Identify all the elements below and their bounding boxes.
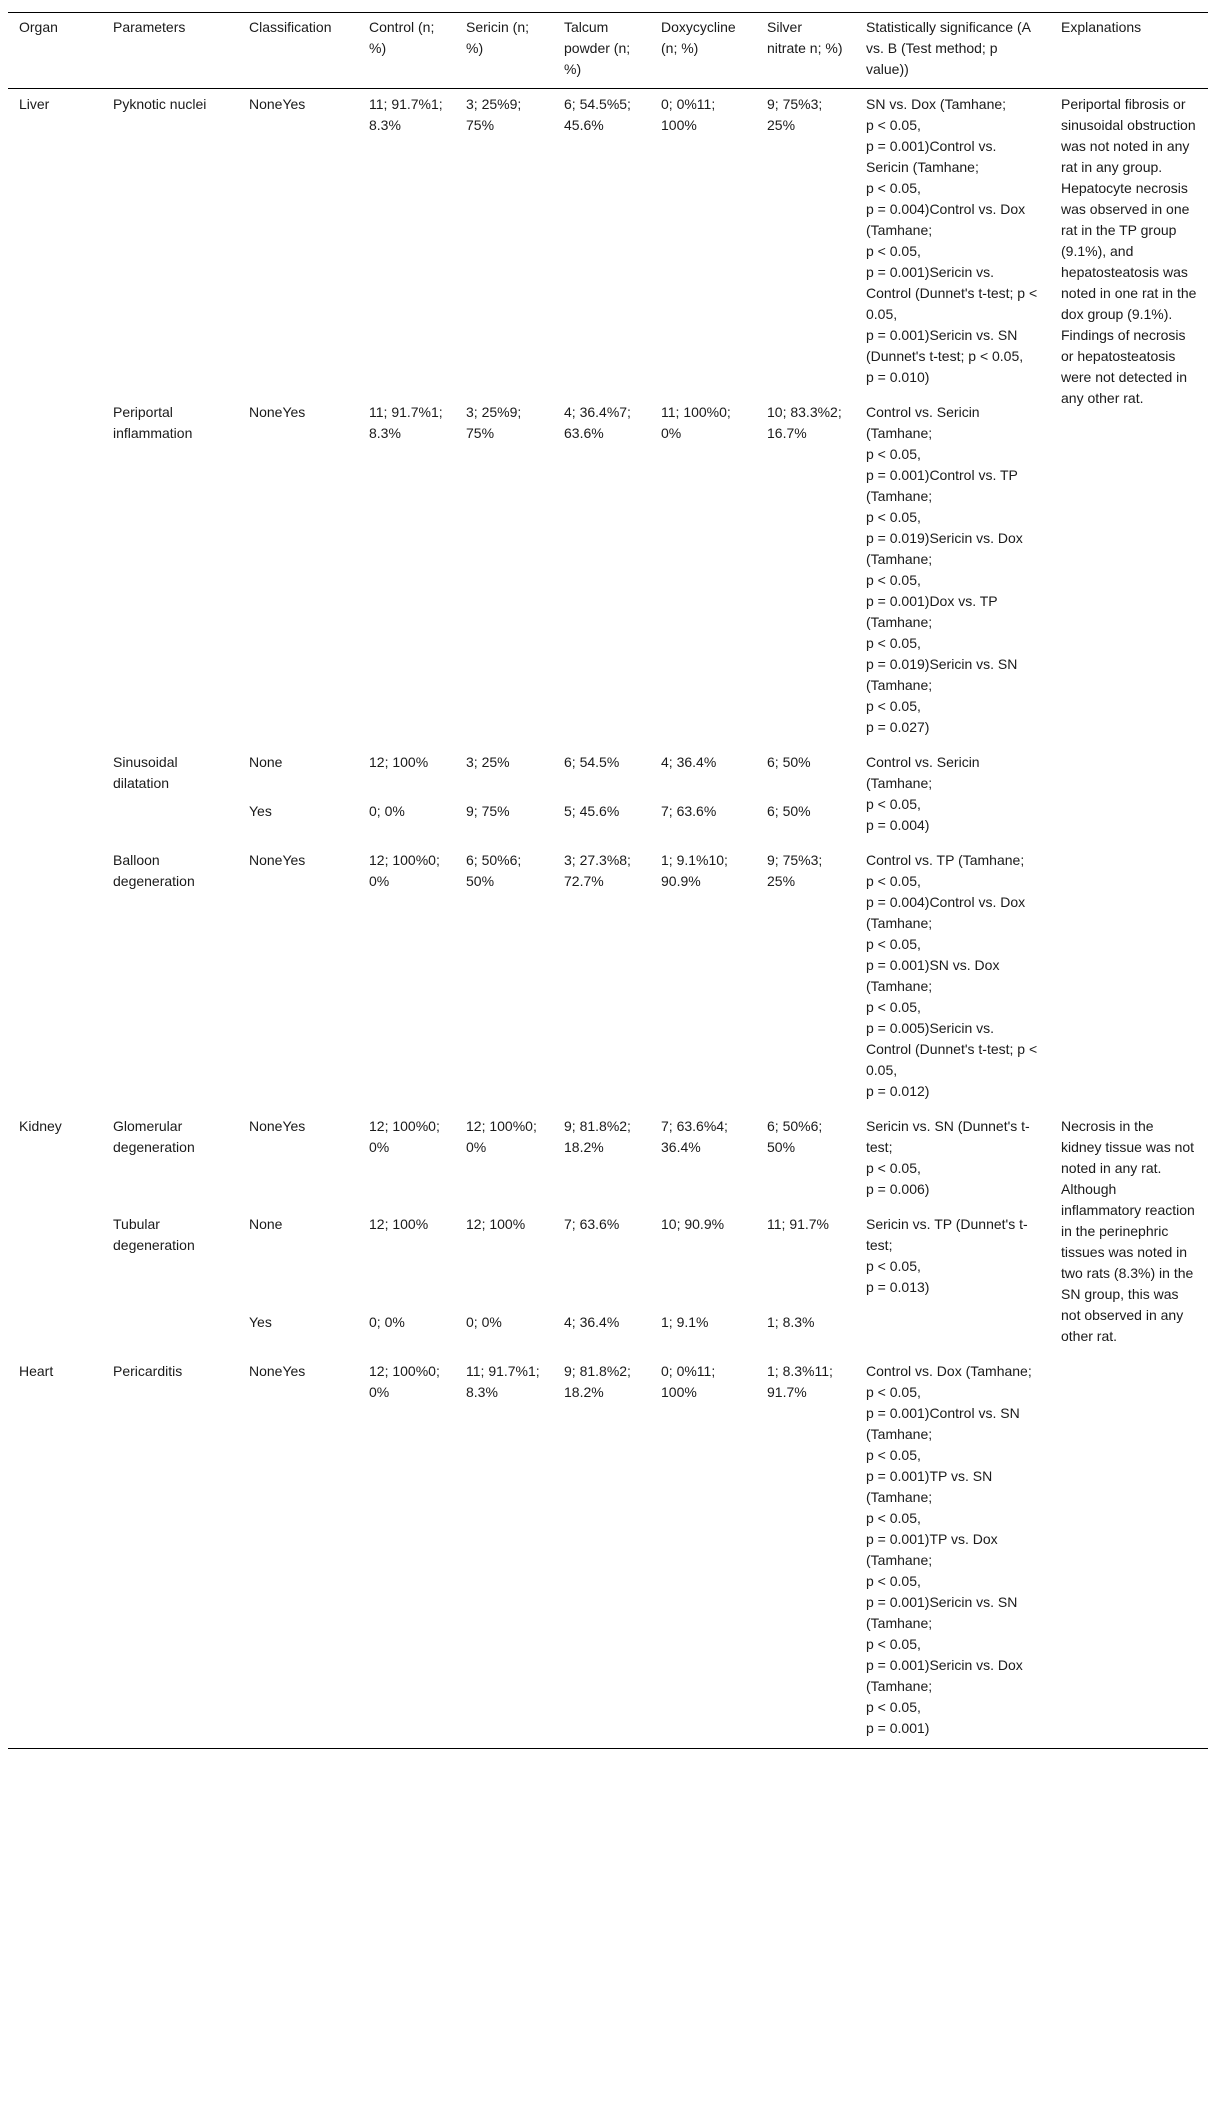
talcum-cell: 6; 54.5%5; 45.6% <box>564 96 631 133</box>
control-cell: 0; 0% <box>369 803 405 819</box>
table-header-row <box>8 13 1208 89</box>
table-row <box>8 89 1208 398</box>
doxycycline-cell: 0; 0%11; 100% <box>661 1363 716 1400</box>
doxycycline-cell: 7; 63.6%4; 36.4% <box>661 1118 728 1155</box>
organ-cell: Kidney <box>19 1118 62 1134</box>
sericin-cell: 0; 0% <box>466 1314 502 1330</box>
header-classification: Classification <box>249 19 332 35</box>
significance-cell: Control vs. Sericin (Tamhane; p < 0.05, p = 0.001)Control vs. TP (Tamhane; p < 0.05, p = 0.019)Sericin vs. Dox (Tamhane; p < 0.05, p = 0.001)Dox vs. TP (Tamhane; p < 0.05, p = 0.019)Sericin vs. SN (Tamhane; p < 0.05, p = 0.027) <box>866 404 1023 735</box>
doxycycline-cell: 10; 90.9% <box>661 1216 725 1232</box>
control-cell: 12; 100% <box>369 1216 429 1232</box>
control-cell: 12; 100%0; 0% <box>369 1118 440 1155</box>
table-row <box>8 397 1208 747</box>
control-cell: 11; 91.7%1; 8.3% <box>369 404 443 441</box>
parameter-cell: Sinusoidal dilatation <box>113 754 178 791</box>
talcum-cell: 9; 81.8%2; 18.2% <box>564 1363 631 1400</box>
header-sericin: Sericin (n; %) <box>466 19 530 56</box>
doxycycline-cell: 1; 9.1%10; 90.9% <box>661 852 728 889</box>
parameter-cell: Tubular degeneration <box>113 1216 195 1253</box>
control-cell: 12; 100%0; 0% <box>369 852 440 889</box>
classification-cell: NoneYes <box>249 1363 306 1379</box>
silver-nitrate-cell: 9; 75%3; 25% <box>767 96 823 133</box>
significance-cell: Sericin vs. TP (Dunnet's t-test; p < 0.05, p = 0.013) <box>866 1216 1028 1295</box>
sericin-cell: 3; 25%9; 75% <box>466 96 522 133</box>
explanation-cell <box>1050 1356 1208 1749</box>
header-parameters: Parameters <box>113 19 186 35</box>
silver-nitrate-cell: 1; 8.3% <box>767 1314 815 1330</box>
parameter-cell: Pyknotic nuclei <box>113 96 207 112</box>
classification-cell: NoneYes <box>249 1118 306 1134</box>
silver-nitrate-cell: 6; 50%6; 50% <box>767 1118 823 1155</box>
table-row <box>8 845 1208 1111</box>
doxycycline-cell: 0; 0%11; 100% <box>661 96 716 133</box>
significance-cell: Control vs. Sericin (Tamhane; p < 0.05, p = 0.004) <box>866 754 980 833</box>
silver-nitrate-cell: 6; 50% <box>767 803 811 819</box>
sericin-cell: 3; 25% <box>466 754 510 770</box>
significance-cell: Control vs. Dox (Tamhane; p < 0.05, p = 0.001)Control vs. SN (Tamhane; p < 0.05, p = 0.001)TP vs. SN (Tamhane; p < 0.05, p = 0.001)TP vs. Dox (Tamhane; p < 0.05, p = 0.001)Sericin vs. SN (Tamhane; p < 0.05, p = 0.001)Sericin vs. Dox (Tamhane; p < 0.05, p = 0.001) <box>866 1363 1032 1736</box>
silver-nitrate-cell: 9; 75%3; 25% <box>767 852 823 889</box>
classification-cell: NoneYes <box>249 852 306 868</box>
doxycycline-cell: 7; 63.6% <box>661 803 717 819</box>
table-row <box>8 1356 1208 1749</box>
significance-cell: Sericin vs. SN (Dunnet's t-test; p < 0.05, p = 0.006) <box>866 1118 1030 1197</box>
sericin-cell: 6; 50%6; 50% <box>466 852 522 889</box>
talcum-cell: 7; 63.6% <box>564 1216 620 1232</box>
control-cell: 0; 0% <box>369 1314 405 1330</box>
significance-cell: Control vs. TP (Tamhane; p < 0.05, p = 0.004)Control vs. Dox (Tamhane; p < 0.05, p = 0.001)SN vs. Dox (Tamhane; p < 0.05, p = 0.005)Sericin vs. Control (Dunnet's t-test; p < 0.05, p = 0.012) <box>866 852 1038 1099</box>
doxycycline-cell: 4; 36.4% <box>661 754 717 770</box>
silver-nitrate-cell: 11; 91.7% <box>767 1216 830 1232</box>
talcum-cell: 5; 45.6% <box>564 803 620 819</box>
sericin-cell: 11; 91.7%1; 8.3% <box>466 1363 540 1400</box>
classification-cell: None <box>249 754 283 770</box>
talcum-cell: 6; 54.5% <box>564 754 620 770</box>
organ-cell: Heart <box>19 1363 54 1379</box>
sericin-cell: 3; 25%9; 75% <box>466 404 522 441</box>
parameter-cell: Pericarditis <box>113 1363 183 1379</box>
doxycycline-cell: 11; 100%0; 0% <box>661 404 731 441</box>
control-cell: 11; 91.7%1; 8.3% <box>369 96 443 133</box>
doxycycline-cell: 1; 9.1% <box>661 1314 709 1330</box>
talcum-cell: 4; 36.4% <box>564 1314 620 1330</box>
parameter-cell: Glomerular degeneration <box>113 1118 195 1155</box>
header-significance: Statistically significance (A vs. B (Test method; p value)) <box>866 19 1031 77</box>
classification-cell: Yes <box>249 1314 272 1330</box>
talcum-cell: 4; 36.4%7; 63.6% <box>564 404 631 441</box>
talcum-cell: 3; 27.3%8; 72.7% <box>564 852 631 889</box>
header-organ: Organ <box>19 19 58 35</box>
control-cell: 12; 100% <box>369 754 429 770</box>
sericin-cell: 12; 100% <box>466 1216 526 1232</box>
silver-nitrate-cell: 1; 8.3%11; 91.7% <box>767 1363 833 1400</box>
histopathology-table <box>8 12 1208 1749</box>
explanation-cell: Periportal fibrosis or sinusoidal obstruction was not noted in any rat in any group. Hepatocyte necrosis was observed in one rat in the TP group (9.1%), and hepatosteatosis was noted in one rat in the dox group (9.1%). Findings of necrosis or hepatosteatosis were not detected in any other rat. <box>1061 96 1197 406</box>
header-explanations: Explanations <box>1061 19 1142 35</box>
organ-cell: Liver <box>19 96 50 112</box>
classification-cell: NoneYes <box>249 404 306 420</box>
explanation-cell: Necrosis in the kidney tissue was not noted in any rat. Although inflammatory reaction in the perinephric tissues was noted in two rats (8.3%) in the SN group, this was not observed in any other rat. <box>1061 1118 1195 1344</box>
significance-cell: SN vs. Dox (Tamhane; p < 0.05, p = 0.001)Control vs. Sericin (Tamhane; p < 0.05, p = 0.004)Control vs. Dox (Tamhane; p < 0.05, p = 0.001)Sericin vs. Control (Dunnet's t-test; p < 0.05, p = 0.001)Sericin vs. SN (Dunnet's t-test; p < 0.05, p = 0.010) <box>866 96 1038 385</box>
parameter-cell: Periportal inflammation <box>113 404 193 441</box>
table-row <box>8 1209 1208 1307</box>
sericin-cell: 12; 100%0; 0% <box>466 1118 537 1155</box>
header-control: Control (n; %) <box>369 19 435 56</box>
control-cell: 12; 100%0; 0% <box>369 1363 440 1400</box>
table-row <box>8 1111 1208 1209</box>
header-doxycycline: Doxycycline (n; %) <box>661 19 736 56</box>
parameter-cell: Balloon degeneration <box>113 852 195 889</box>
classification-cell: None <box>249 1216 283 1232</box>
table-row <box>8 747 1208 796</box>
sericin-cell: 9; 75% <box>466 803 510 819</box>
talcum-cell: 9; 81.8%2; 18.2% <box>564 1118 631 1155</box>
silver-nitrate-cell: 6; 50% <box>767 754 811 770</box>
header-talcum-powder: Talcum powder (n; %) <box>564 19 631 77</box>
silver-nitrate-cell: 10; 83.3%2; 16.7% <box>767 404 842 441</box>
classification-cell: Yes <box>249 803 272 819</box>
classification-cell: NoneYes <box>249 96 306 112</box>
header-silver-nitrate: Silver nitrate n; %) <box>767 19 843 56</box>
